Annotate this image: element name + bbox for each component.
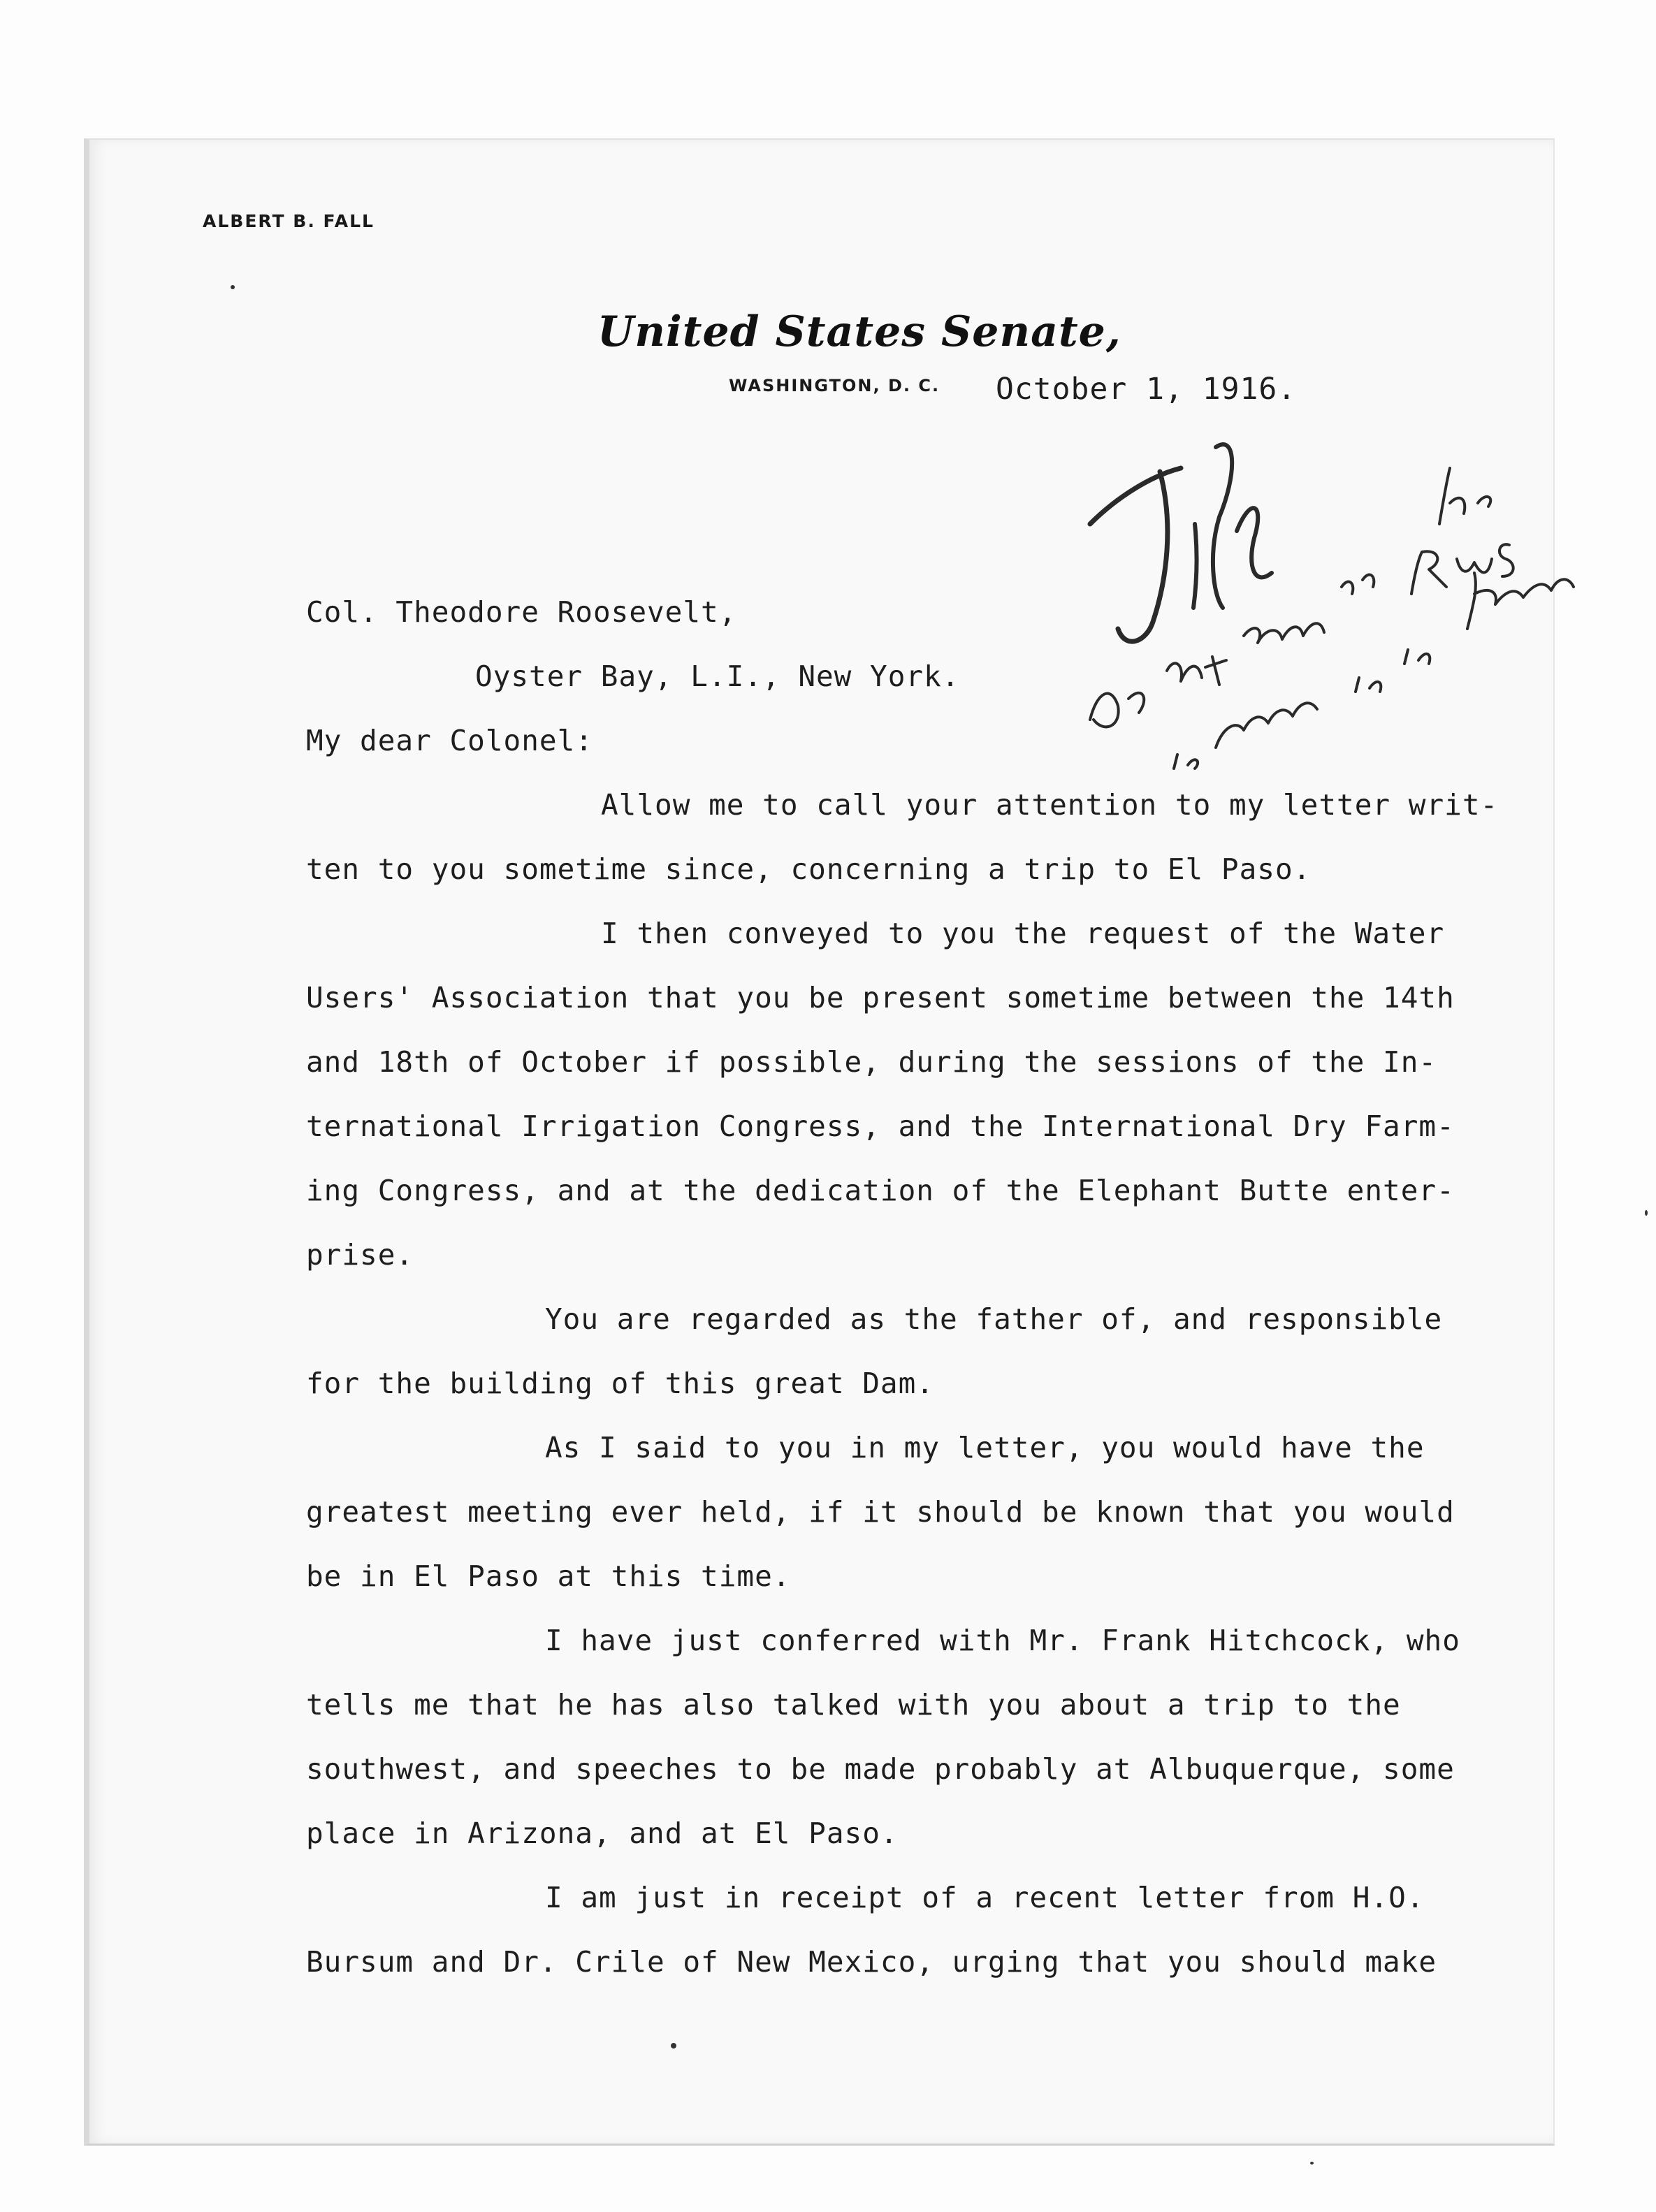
letterhead-institution: United States Senate,: [597, 307, 1121, 356]
body-line: ing Congress, and at the dedication of the Elephant Butte enter-: [306, 1174, 1455, 1207]
body-line: for the building of this great Dam.: [306, 1367, 934, 1400]
body-line: prise.: [306, 1238, 414, 1272]
letter-date: October 1, 1916.: [996, 372, 1297, 407]
scan-speck: [1645, 1210, 1648, 1216]
scan-speck: [231, 285, 235, 289]
body-line: and 18th of October if possible, during the sessions of the In-: [306, 1045, 1437, 1079]
body-line: I am just in receipt of a recent letter from H.O.: [545, 1881, 1425, 1914]
recipient-line: Col. Theodore Roosevelt,: [306, 595, 737, 629]
body-line: Users' Association that you be present sometime between the 14th: [306, 981, 1455, 1014]
body-line: place in Arizona, and at El Paso.: [306, 1817, 899, 1850]
salutation: My dear Colonel:: [306, 724, 593, 757]
body-line: ten to you sometime since, concerning a trip to El Paso.: [306, 852, 1312, 886]
letterhead-place: WASHINGTON, D. C.: [729, 376, 940, 395]
handwritten-note: [1076, 419, 1579, 783]
body-line: I then conveyed to you the request of the Water: [601, 917, 1445, 950]
scan-speck: [1310, 2162, 1314, 2164]
body-line: be in El Paso at this time.: [306, 1559, 791, 1593]
body-line: ternational Irrigation Congress, and the International Dry Farm-: [306, 1109, 1455, 1143]
body-line: I have just conferred with Mr. Frank Hitchcock, who: [545, 1624, 1460, 1657]
letterhead-name: ALBERT B. FALL: [203, 211, 375, 231]
body-line: Allow me to call your attention to my letter writ-: [601, 788, 1499, 822]
scan-speck: [671, 2043, 676, 2049]
body-line: Bursum and Dr. Crile of New Mexico, urging that you should make: [306, 1945, 1437, 1979]
body-line: As I said to you in my letter, you would have the: [545, 1431, 1425, 1464]
body-line: You are regarded as the father of, and responsible: [545, 1302, 1443, 1336]
body-line: southwest, and speeches to be made probably at Albuquerque, some: [306, 1752, 1455, 1786]
body-line: greatest meeting ever held, if it should be known that you would: [306, 1495, 1455, 1529]
body-line: tells me that he has also talked with you about a trip to the: [306, 1688, 1401, 1722]
address-line: Oyster Bay, L.I., New York.: [475, 660, 960, 693]
